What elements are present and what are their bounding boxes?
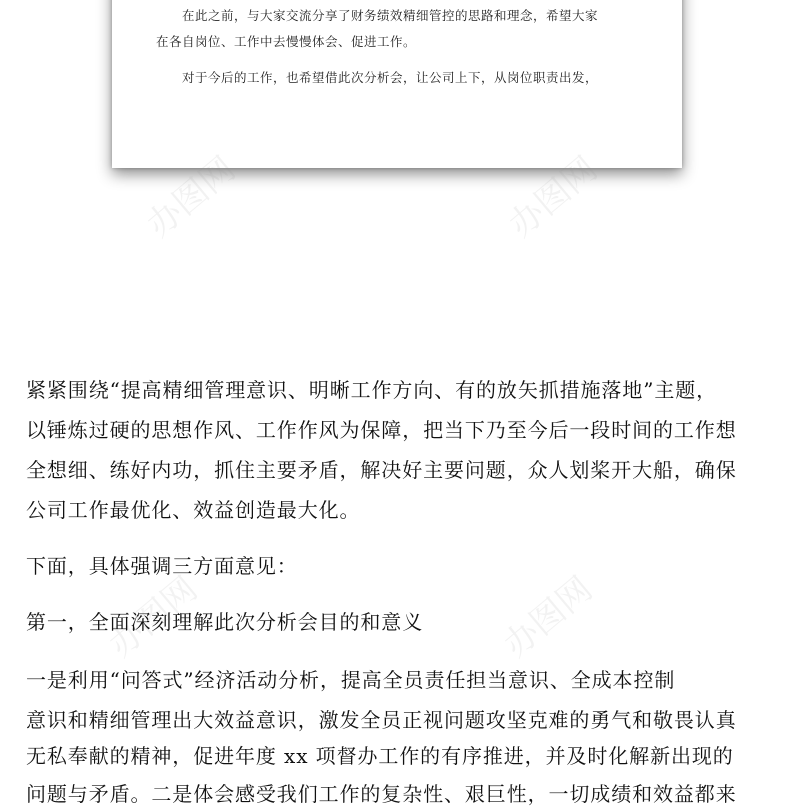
body-text-line: 以锤炼过硬的思想作风、工作作风为保障，把当下乃至今后一段时间的工作想: [26, 418, 737, 442]
body-text-line: 无私奉献的精神，促进年度 xx 项督办工作的有序推进，并及时化解新出现的: [26, 744, 734, 768]
body-text-line: 一是利用“问答式”经济活动分析，提高全员责任担当意识、全成本控制: [26, 668, 676, 692]
preview-paragraph-line: 对于今后的工作，也希望借此次分析会，让公司上下，从岗位职责出发，: [182, 70, 599, 85]
body-text-line: 公司工作最优化、效益创造最大化。: [26, 498, 361, 522]
body-text-line: 下面，具体强调三方面意见：: [26, 554, 298, 578]
body-text-line: 意识和精细管理出大效益意识，激发全员正视问题攻坚克难的勇气和敬畏认真: [26, 708, 737, 732]
watermark-logo: 办图网: [496, 569, 601, 666]
body-text-line: 问题与矛盾。二是体会感受我们工作的复杂性、艰巨性，一切成绩和效益都来: [26, 782, 737, 806]
section-heading: 第一，全面深刻理解此次分析会目的和意义: [26, 610, 424, 634]
preview-page-card: [112, 0, 682, 168]
preview-paragraph-line: 在此之前，与大家交流分享了财务绩效精细管控的思路和理念，希望大家: [182, 8, 599, 23]
watermark-logo: 办图网: [101, 569, 206, 666]
watermark-logo: 办图网: [501, 149, 606, 246]
watermark-logo: 办图网: [139, 149, 244, 246]
preview-paragraph-line: 在各自岗位、工作中去慢慢体会、促进工作。: [156, 34, 417, 49]
body-text-line: 全想细、练好内功，抓住主要矛盾，解决好主要问题，众人划桨开大船，确保: [26, 458, 737, 482]
body-text-line: 紧紧围绕“提高精细管理意识、明晰工作方向、有的放矢抓措施落地”主题，: [26, 378, 718, 402]
